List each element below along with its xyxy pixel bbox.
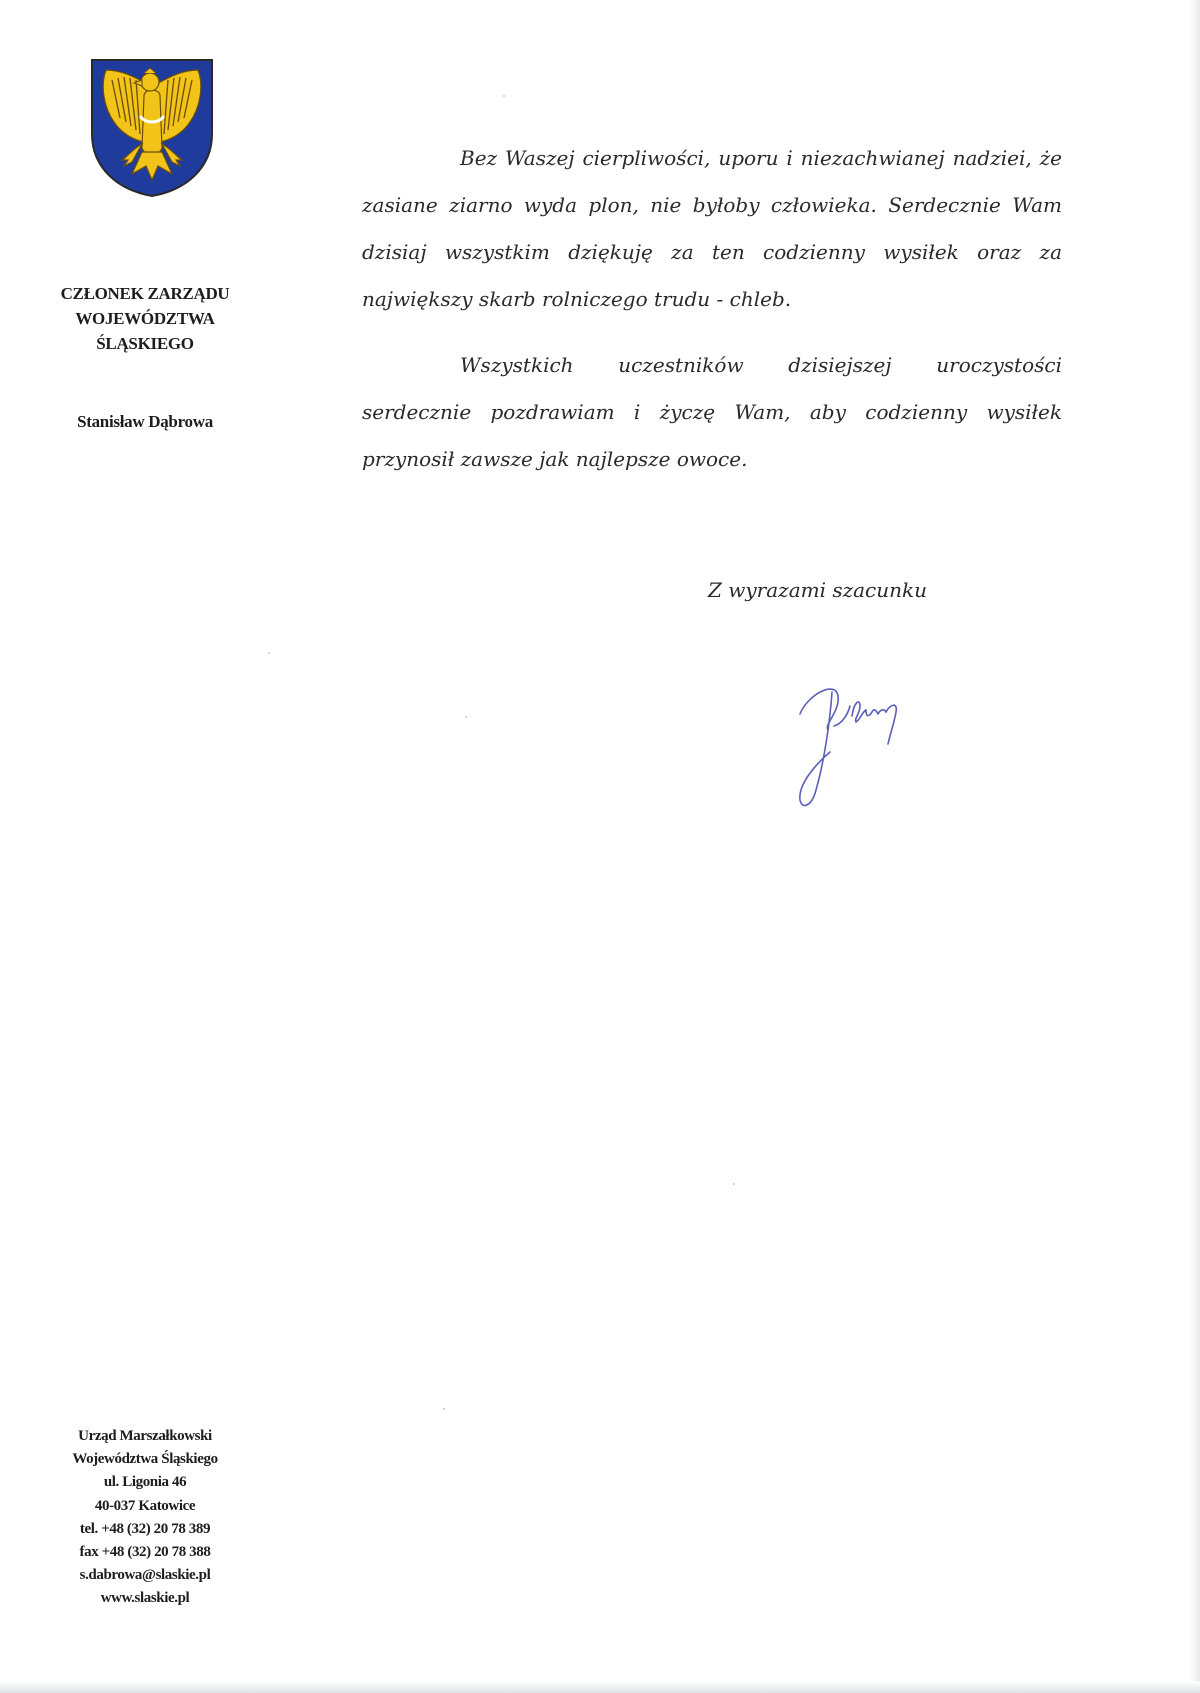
- scan-speck: [503, 95, 505, 97]
- address-line-4: 40-037 Katowice: [94, 1497, 196, 1514]
- address-phone: tel. +48 (32) 20 78 389: [79, 1520, 211, 1537]
- address-line-1: Urząd Marszałkowski: [78, 1428, 212, 1444]
- silesian-eagle-emblem-icon: [88, 56, 216, 198]
- address-email: s.dabrowa@slaskie.pl: [79, 1567, 211, 1584]
- letter-body: [362, 135, 1062, 483]
- heading-line-3: ŚLĄSKIEGO: [96, 334, 194, 353]
- scan-speck: [268, 652, 270, 654]
- paragraph-2: Wszystkich uczestników dzisiejszej uroczystości serdecznie pozdrawiam i życzę Wam, aby codzienny wysiłek przynosił zawsze jak najlepsze owoce.: [362, 353, 1062, 471]
- signature-icon: [790, 672, 950, 822]
- scan-edge-right: [1190, 0, 1200, 1693]
- heading-line-1: CZŁONEK ZARZĄDU: [60, 284, 230, 303]
- closing-salutation: Z wyrazami szacunku: [708, 578, 928, 602]
- scan-edge-bottom: [0, 1681, 1200, 1693]
- scan-speck: [465, 716, 467, 718]
- address-website: www.slaskie.pl: [100, 1590, 190, 1607]
- footer-address: [40, 1425, 250, 1611]
- heading-line-2: WOJEWÓDZTWA: [75, 309, 215, 328]
- scan-speck: [733, 1183, 735, 1185]
- address-fax: fax +48 (32) 20 78 388: [79, 1544, 211, 1561]
- address-line-3: ul. Ligonia 46: [103, 1474, 187, 1491]
- sidebar-heading: [40, 281, 250, 356]
- scan-speck: [443, 1408, 445, 1410]
- paragraph-1: Bez Waszej cierpliwości, uporu i niezachwianej nadziei, że zasiane ziarno wyda plon, nie byłoby człowieka. Serdecznie Wam dzisiaj wszystkim dziękuję za ten codzienny wysiłek oraz za największy skarb rolniczego trudu - chleb.: [362, 146, 1062, 311]
- address-line-2: Województwa Śląskiego: [72, 1451, 218, 1468]
- author-name: Stanisław Dąbrowa: [77, 412, 213, 431]
